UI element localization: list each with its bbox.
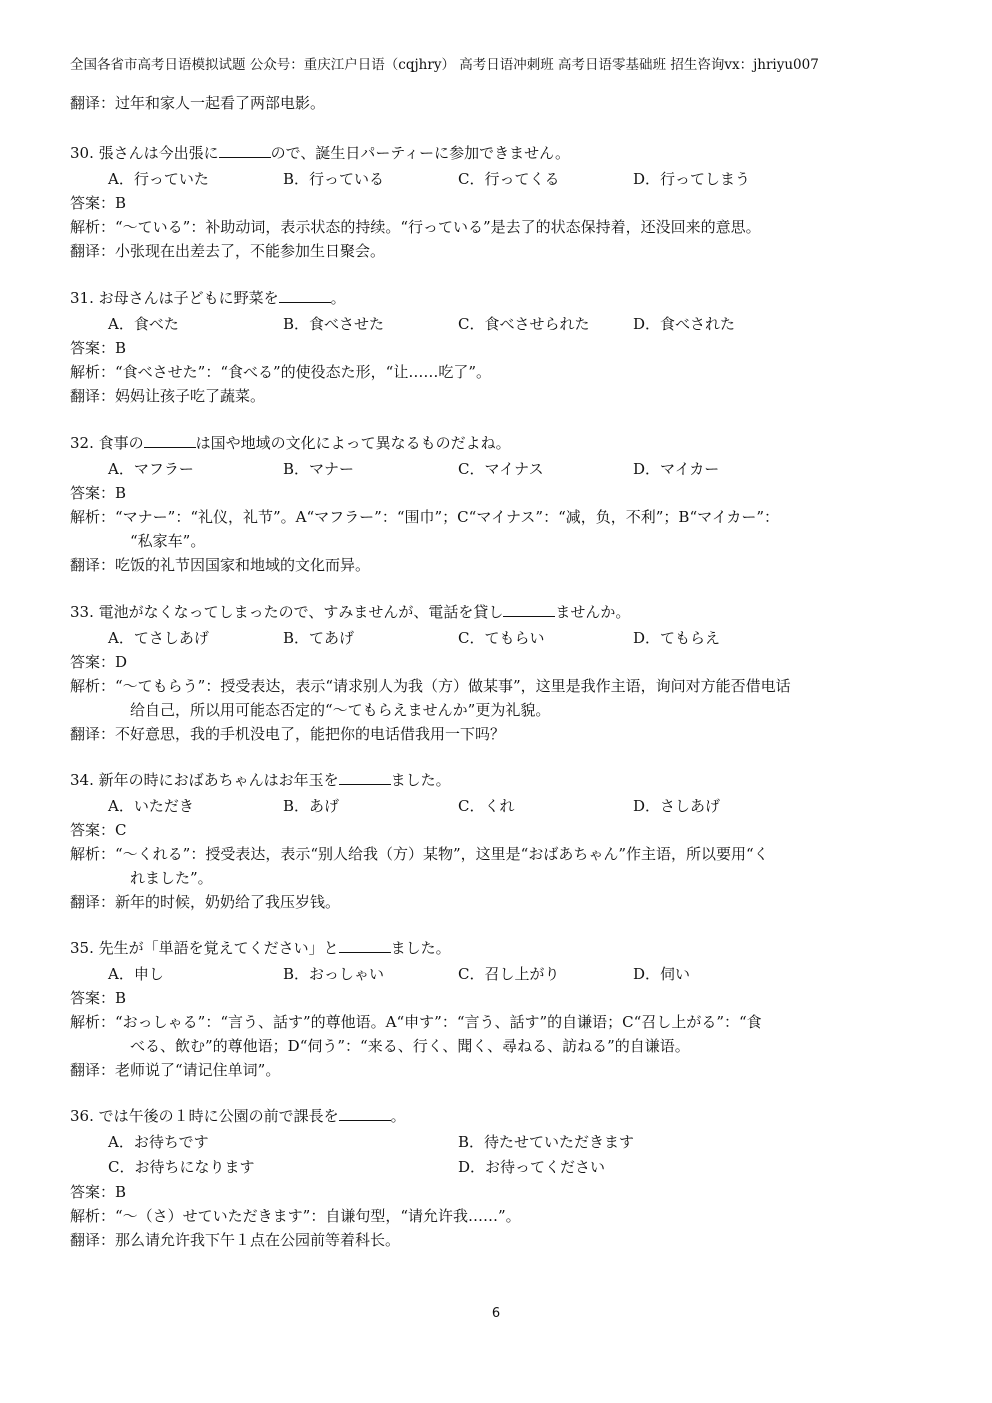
option-c: C．てもらい bbox=[458, 629, 545, 647]
page-header: 全国各省市高考日语模拟试题 公众号：重庆江户日语（cqjhry） 高考日语冲刺班 高考日语零基础班 招生咨询vx：jhriyu007 bbox=[70, 57, 819, 73]
answer-line: 答案：B bbox=[70, 1183, 127, 1201]
option-d: D．マイカー bbox=[633, 460, 720, 478]
answer-line: 答案：B bbox=[70, 484, 127, 502]
option-a: A．行っていた bbox=[108, 170, 209, 188]
question-stem: 36. では午後の１時に公園の前で課長を 。 bbox=[70, 1107, 406, 1125]
explanation: 解析：“おっしゃる”：“言う、話す”的尊他语。A“申す”：“言う、話す”的自谦语；C“召し上がる”：“食 べる、飲む”的尊他语；D“伺う”：“来る、行く、聞く、尋ねる、訪ねる”的自谦语。 bbox=[70, 1013, 762, 1055]
option-c: C．召し上がり bbox=[458, 965, 560, 983]
option-a: A．食べた bbox=[108, 315, 179, 333]
option-d: D．行ってしまう bbox=[633, 170, 751, 188]
option-c: C．お待ちになります bbox=[108, 1158, 255, 1176]
page-number: 6 bbox=[491, 1306, 501, 1321]
option-d: D．さしあげ bbox=[633, 797, 721, 815]
answer-blank bbox=[279, 288, 331, 303]
option-b: B．あげ bbox=[283, 797, 340, 815]
translation: 翻译：不好意思，我的手机没电了，能把你的电话借我用一下吗？ bbox=[70, 725, 506, 743]
option-a: A．てさしあげ bbox=[108, 629, 209, 647]
answer-blank bbox=[339, 770, 391, 785]
explanation: 解析：“～（さ）せていただきます”：自谦句型，“请允许我……”。 bbox=[70, 1207, 521, 1225]
answer-blank bbox=[339, 1106, 391, 1121]
answer-line: 答案：C bbox=[70, 821, 127, 839]
option-c: C．マイナス bbox=[458, 460, 544, 478]
explanation: 解析：“食べさせた”：“食べる”的使役态た形，“让……吃了”。 bbox=[70, 363, 492, 381]
answer-line: 答案：B bbox=[70, 194, 127, 212]
question-stem: 35. 先生が「単語を覚えてください」と ました。 bbox=[70, 939, 451, 957]
option-d: D．食べされた bbox=[633, 315, 736, 333]
explanation: 解析：“～てもらう”：授受表达，表示“请求别人为我（方）做某事”，这里是我作主语，询问对方能否借电话 给自己，所以用可能态否定的“～てもらえませんか”更为礼貌。 bbox=[70, 677, 791, 719]
question-stem: 33. 電池がなくなってしまったので、すみませんが、電話を貸し ませんか。 bbox=[70, 603, 631, 621]
explanation: 解析：“マナー”：“礼仪，礼节”。A“マフラー”：“围巾”；C“マイナス”：“减，负，不利”；B“マイカー”： “私家车”。 bbox=[70, 508, 780, 550]
answer-blank bbox=[503, 602, 555, 617]
explanation: 解析：“～くれる”：授受表达，表示“别人给我（方）某物”，这里是“おばあちゃん”作主语，所以要用“く れました”。 bbox=[70, 845, 769, 887]
option-a: A．マフラー bbox=[108, 460, 194, 478]
translation: 翻译：老师说了“请记住单词”。 bbox=[70, 1061, 281, 1079]
option-b: B．おっしゃい bbox=[283, 965, 385, 983]
explanation: 解析：“～ている”：补助动词，表示状态的持续。“行っている”是去了的状态保持着，还没回来的意思。 bbox=[70, 218, 761, 236]
question-stem: 34. 新年の時におばあちゃんはお年玉を ました。 bbox=[70, 771, 451, 789]
option-b: B．行っている bbox=[283, 170, 385, 188]
option-d: D．てもらえ bbox=[633, 629, 721, 647]
option-d: D．お待ってください bbox=[458, 1158, 606, 1176]
answer-line: 答案：D bbox=[70, 653, 128, 671]
option-b: B．待たせていただきます bbox=[458, 1133, 635, 1151]
answer-blank bbox=[339, 938, 391, 953]
previous-translation: 翻译：过年和家人一起看了两部电影。 bbox=[70, 94, 326, 112]
translation: 翻译：小张现在出差去了，不能参加生日聚会。 bbox=[70, 242, 386, 260]
answer-blank bbox=[144, 433, 196, 448]
translation: 翻译：吃饭的礼节因国家和地域的文化而异。 bbox=[70, 556, 371, 574]
option-c: C．くれ bbox=[458, 797, 515, 815]
question-stem: 30. 張さんは今出張に ので、誕生日パーティーに参加できません。 bbox=[70, 144, 571, 162]
option-a: A．お待ちです bbox=[108, 1133, 209, 1151]
translation: 翻译：妈妈让孩子吃了蔬菜。 bbox=[70, 387, 266, 405]
option-a: A．申し bbox=[108, 965, 164, 983]
option-b: B．食べさせた bbox=[283, 315, 385, 333]
option-c: C．行ってくる bbox=[458, 170, 560, 188]
option-c: C．食べさせられた bbox=[458, 315, 590, 333]
option-b: B．マナー bbox=[283, 460, 355, 478]
option-d: D．伺い bbox=[633, 965, 691, 983]
option-a: A．いただき bbox=[108, 797, 194, 815]
answer-blank bbox=[219, 143, 271, 158]
translation: 翻译：新年的时候，奶奶给了我压岁钱。 bbox=[70, 893, 341, 911]
answer-line: 答案：B bbox=[70, 339, 127, 357]
question-stem: 31. お母さんは子どもに野菜を 。 bbox=[70, 289, 346, 307]
answer-line: 答案：B bbox=[70, 989, 127, 1007]
translation: 翻译：那么请允许我下午１点在公园前等着科长。 bbox=[70, 1231, 401, 1249]
option-b: B．てあげ bbox=[283, 629, 355, 647]
question-stem: 32. 食事の は国や地域の文化によって異なるものだよね。 bbox=[70, 434, 511, 452]
